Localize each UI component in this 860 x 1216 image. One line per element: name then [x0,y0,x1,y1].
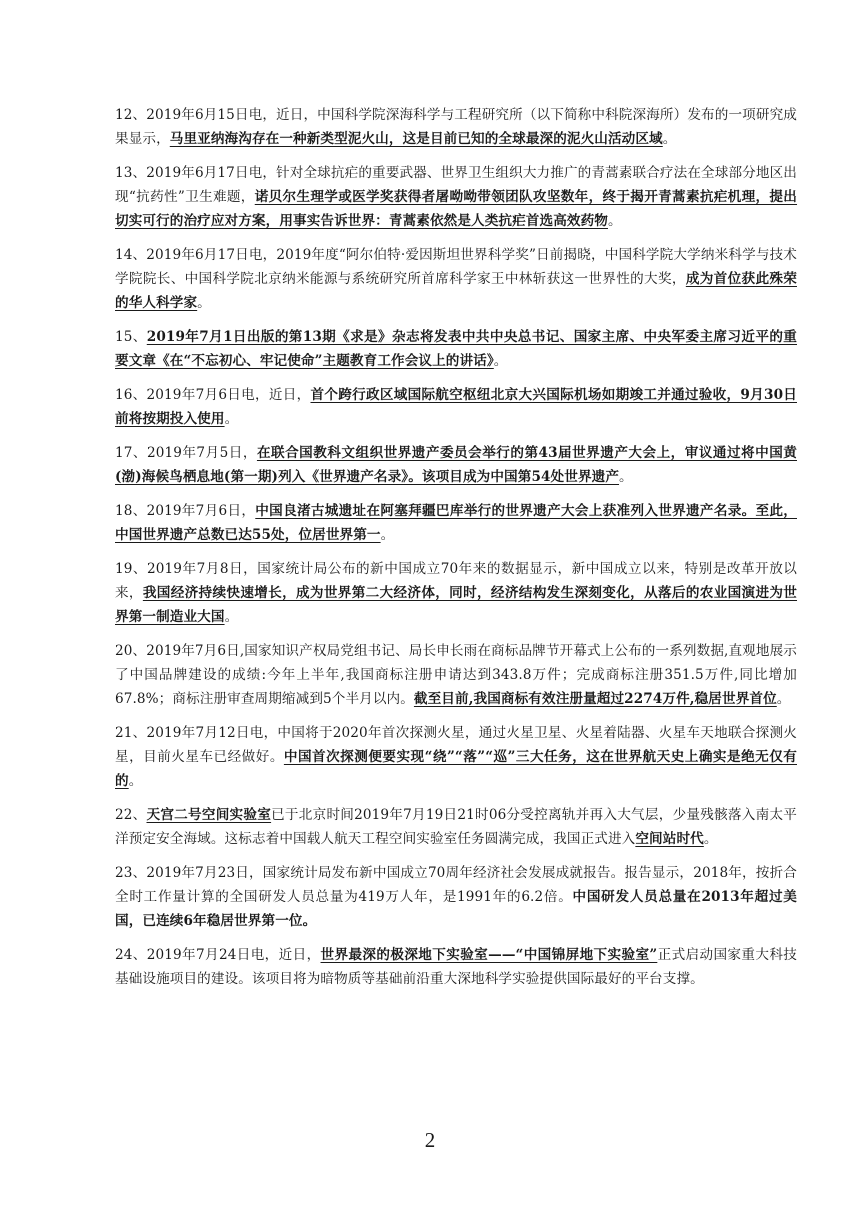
item-highlight: 世界最深的极深地下实验室——“中国锦屏地下实验室” [320,947,658,963]
item-text: 。 [128,773,143,789]
item-text: 18、2019年7月6日， [115,503,256,519]
news-item-13 [115,161,797,233]
item-text: 。 [703,831,718,847]
item-text: 13、2019年6月17日电，针对全球抗疟的重要武器、世界卫生组织大力推广的青蒿素联合疗法在全球部分地区出现“抗药性”卫生难题， [115,165,797,205]
item-bold: 中国研发人员总量在2013年超过美国，已连续6年稳居世界第一位。 [115,889,797,929]
item-text: 19、2019年7月8日，国家统计局公布的新中国成立70年来的数据显示，新中国成立以来，特别是改革开放以来， [115,561,797,601]
item-text: 。 [493,353,508,369]
item-text: 17、2019年7月5日， [115,445,257,461]
item-text: 12、2019年6月15日电，近日，中国科学院深海科学与工程研究所（以下简称中科院深海所）发布的一项研究成果显示， [115,107,797,147]
item-text: 。 [224,411,239,427]
item-text: 15、 [115,329,147,345]
item-text: 。 [224,609,239,625]
item-text: 23、2019年7月23日，国家统计局发布新中国成立70周年经济社会发展成就报告。报告显示，2018年，按折合全时工作量计算的全国研发人员总量为419万人年，是1991年的6.2倍。 [115,865,797,905]
item-highlight: 首个跨行政区域国际航空枢纽北京大兴国际机场如期竣工并通过验收，9月30日前将按期投入使用 [115,387,797,427]
item-highlight: 成为首位获此殊荣的华人科学家 [115,271,797,311]
item-text: 。 [619,469,633,485]
news-item-16 [115,383,797,431]
news-item-12 [115,103,797,151]
item-highlight: 在联合国教科文组织世界遗产委员会举行的第43届世界遗产大会上，审议通过将中国黄(渤)海候鸟栖息地(第一期)列入《世界遗产名录》。该项目成为中国第54处世界遗产 [115,445,797,485]
document-body [115,103,797,1001]
item-highlight: 2019年7月1日出版的第13期《求是》杂志将发表中共中央总书记、国家主席、中央军委主席习近平的重要文章《在“不忘初心、牢记使命”主题教育工作会议上的讲话》 [115,329,797,369]
news-item-21 [115,721,797,793]
item-highlight: 天宫二号空间实验室 [146,807,272,823]
item-text: 16、2019年7月6日电，近日， [115,387,311,403]
item-highlight: 诺贝尔生理学或医学奖获得者屠呦呦带领团队攻坚数年，终于揭开青蒿素抗疟机理，提出切实可行的治疗应对方案，用事实告诉世界：青蒿素依然是人类抗疟首选高效药物 [115,189,798,229]
item-text: 14、2019年6月17日电，2019年度“阿尔伯特·爱因斯坦世界科学奖”日前揭晓，中国科学院大学纳米科学与技术学院院长、中国科学院北京纳米能源与系统研究所首席科学家王中林斩获这一世界性的大奖， [115,247,797,287]
item-text: 正式启动国家重大科技基础设施项目的建设。该项目将为暗物质等基础前沿重大深地科学实验提供国际最好的平台支撑。 [115,947,797,987]
news-item-17 [115,441,797,489]
news-item-18 [115,499,797,547]
news-item-23 [115,861,797,933]
item-text: 已于北京时间2019年7月19日21时06分受控离轨并再入大气层，少量残骸落入南太平洋预定安全海域。这标志着中国载人航天工程空间实验室任务圆满完成，我国正式进入 [115,807,797,847]
item-text: 20、2019年7月6日,国家知识产权局党组书记、局长申长雨在商标品牌节开幕式上公布的一系列数据,直观地展示了中国品牌建设的成绩:今年上半年,我国商标注册申请达到343.8万件；完成商标注册351.5万件,同比增加67.8%；商标注册审查周期缩减到5个半月以内。 [115,643,797,707]
item-text: 。 [380,527,395,543]
item-highlight: 我国经济持续快速增长，成为世界第二大经济体，同时，经济结构发生深刻变化，从落后的农业国演进为世界第一制造业大国 [115,585,798,625]
news-item-24 [115,943,797,991]
item-text: 。 [776,691,791,707]
item-text: 21、2019年7月12日电，中国将于2020年首次探测火星，通过火星卫星、火星着陆器、火星车天地联合探测火星，目前火星车已经做好。 [115,725,797,765]
item-highlight: 中国首次探测便要实现“绕”“落”“巡”三大任务，这在世界航天史上确实是绝无仅有的 [115,749,797,789]
item-text: 。 [197,295,211,311]
item-text: 22、 [115,807,147,823]
item-text: 。 [662,131,677,147]
item-highlight: 马里亚纳海沟存在一种新类型泥火山，这是目前已知的全球最深的泥火山活动区域 [169,131,663,147]
news-item-22 [115,803,797,851]
news-item-19 [115,557,797,629]
news-item-14 [115,243,797,315]
news-item-20 [115,639,797,711]
item-text: 。 [607,213,622,229]
item-highlight: 中国良渚古城遗址在阿塞拜疆巴库举行的世界遗产大会上获准列入世界遗产名录。至此，中国世界遗产总数已达55处，位居世界第一 [115,503,797,543]
news-item-15 [115,325,797,373]
item-highlight: 截至目前,我国商标有效注册量超过2274万件,稳居世界首位 [413,691,777,707]
page-number: 2 [424,1128,436,1152]
item-highlight: 空间站时代 [635,831,704,847]
item-text: 24、2019年7月24日电，近日， [115,947,321,963]
